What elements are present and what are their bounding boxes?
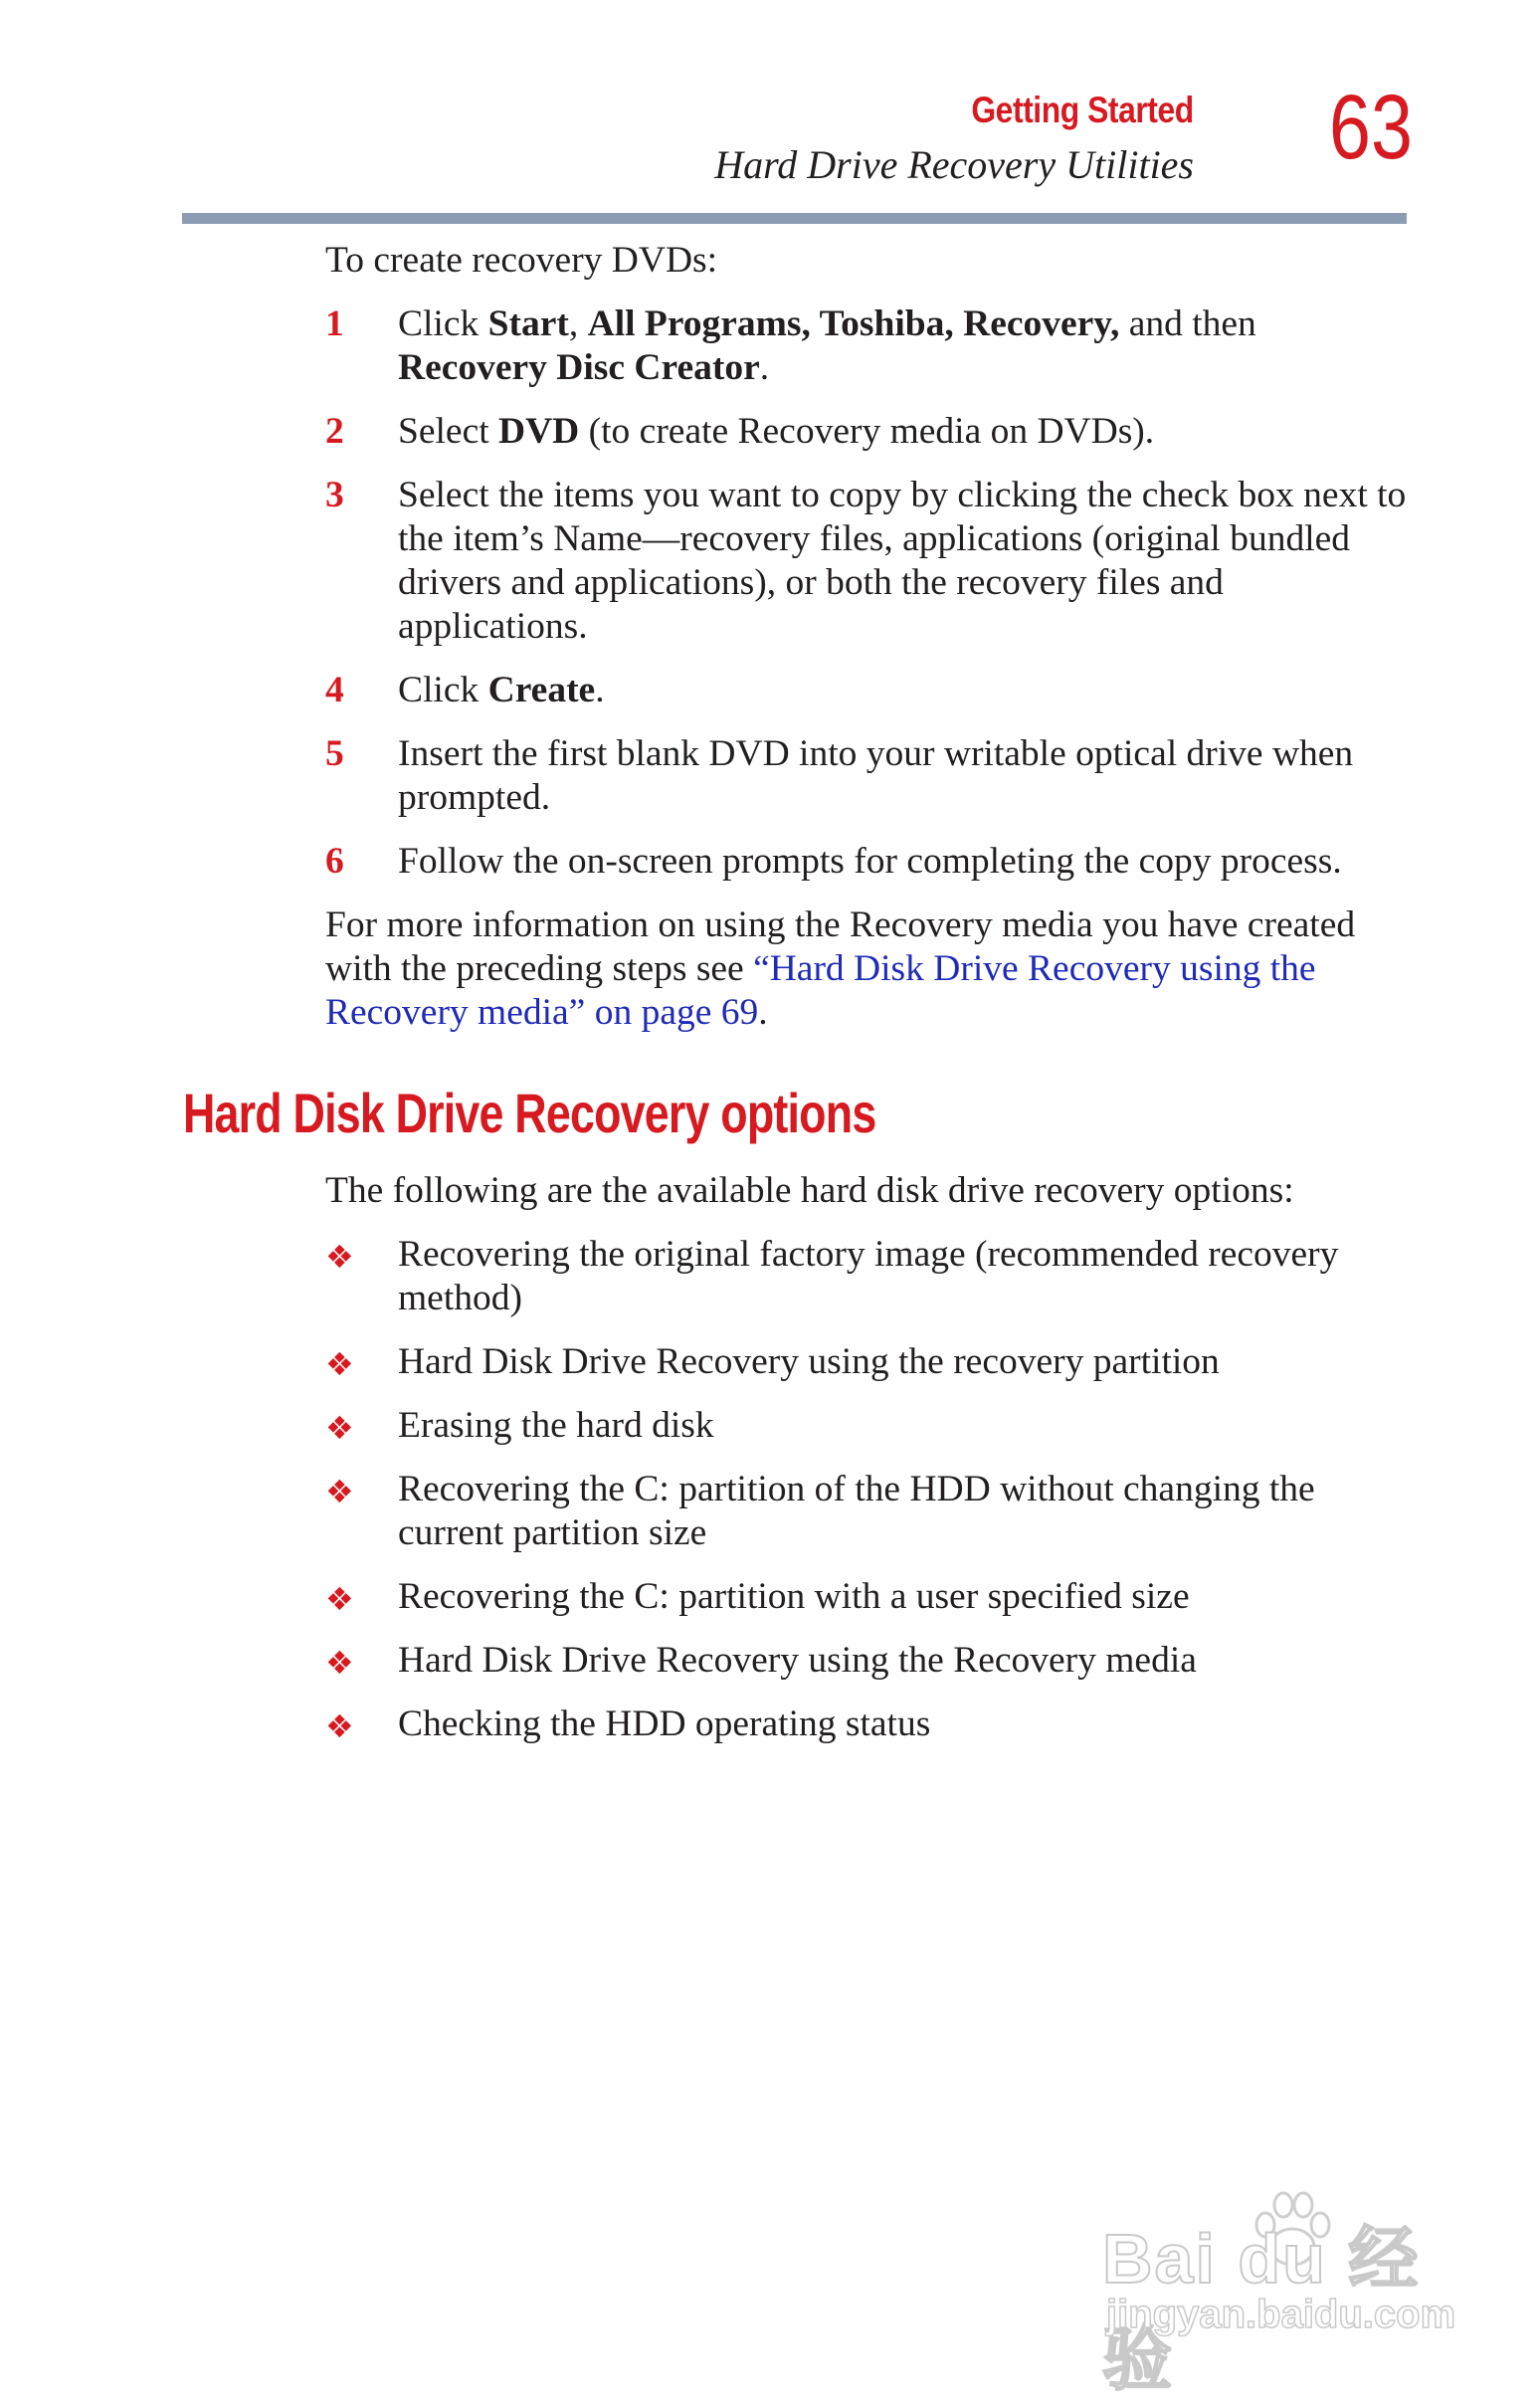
step-text-bold: All Programs, Toshiba, Recovery, (587, 303, 1120, 344)
intro-text: To create recovery DVDs: (325, 240, 718, 281)
more-info-suffix: . (758, 992, 768, 1033)
option-text: Hard Disk Drive Recovery using the recovery partition (398, 1341, 1220, 1382)
option-text: Recovering the C: partition of the HDD without changing the current partition size (398, 1469, 1315, 1553)
step-item (325, 302, 1410, 390)
step-number: 2 (325, 411, 344, 452)
diamond-bullet-icon: ❖ (325, 1644, 354, 1682)
step-text-run: Insert the first blank DVD into your writable optical drive when prompted. (398, 733, 1354, 818)
step-text-run: Select the items you want to copy by clicking the check box next to the item’s Name—recovery files, applications (original bundled drivers and applications), or both the recovery files and applications. (398, 475, 1407, 647)
header-divider (182, 213, 1407, 224)
options-block (325, 1169, 1410, 1766)
option-text: Erasing the hard disk (398, 1405, 714, 1446)
option-item (325, 1404, 1410, 1448)
option-item (325, 1639, 1410, 1683)
step-text-bold: Recovery Disc Creator (398, 347, 760, 388)
option-text: Recovering the original factory image (recommended recovery method) (398, 1234, 1339, 1318)
section-heading: Hard Disk Drive Recovery options (183, 1082, 876, 1144)
watermark-brand: Bai du 经验 (1102, 2220, 1421, 2398)
step-text (398, 670, 605, 710)
step-text (398, 411, 1154, 452)
step-text (398, 733, 1353, 818)
cross-reference-link[interactable]: “Hard Disk Drive Recovery using the Recovery media” on page 69 (325, 948, 1316, 1033)
more-info-prefix: For more information on using the Recovery media you have created with the preceding steps see (325, 904, 1356, 989)
step-text-bold: DVD (498, 411, 580, 452)
step-text-run: (to create Recovery media on DVDs). (579, 411, 1155, 452)
step-number: 5 (325, 733, 344, 774)
step-text (398, 303, 1256, 388)
option-text: Recovering the C: partition with a user specified size (398, 1576, 1190, 1617)
options-intro: The following are the available hard disk drive recovery options: (325, 1170, 1294, 1211)
baidu-watermark (1102, 2185, 1460, 2398)
step-text-run: . (759, 347, 770, 388)
step-text-run: , (568, 303, 588, 344)
step-text-run: Click (398, 670, 488, 710)
step-text (398, 841, 1342, 882)
step-text-run: . (595, 670, 605, 710)
diamond-bullet-icon: ❖ (325, 1238, 354, 1276)
step-number: 3 (325, 475, 344, 515)
page-number: 63 (1329, 77, 1413, 178)
step-text-bold: Create (487, 670, 596, 710)
header-subsection-title: Hard Drive Recovery Utilities (714, 142, 1194, 187)
option-text: Hard Disk Drive Recovery using the Recovery media (398, 1640, 1197, 1681)
option-item (325, 1703, 1410, 1746)
step-item (325, 840, 1410, 884)
step-item (325, 732, 1410, 820)
step-text-run: Select (398, 411, 499, 452)
instructions-block (325, 239, 1410, 1055)
option-item (325, 1575, 1410, 1619)
watermark-url: jingyan.baidu.com (1106, 2293, 1456, 2336)
option-item (325, 1340, 1410, 1384)
step-text-run: Click (398, 303, 488, 344)
step-text-run: and then (1119, 303, 1256, 344)
step-text-run: Follow the on-screen prompts for completing the copy process. (398, 841, 1342, 882)
option-item (325, 1233, 1410, 1320)
step-number: 4 (325, 670, 344, 710)
step-number: 6 (325, 841, 344, 882)
diamond-bullet-icon: ❖ (325, 1707, 354, 1745)
option-item (325, 1468, 1410, 1555)
diamond-bullet-icon: ❖ (325, 1409, 354, 1447)
diamond-bullet-icon: ❖ (325, 1580, 354, 1618)
more-info-paragraph (325, 903, 1410, 1035)
step-item (325, 669, 1410, 712)
step-item (325, 474, 1410, 649)
step-number: 1 (325, 303, 344, 344)
steps-list (325, 302, 1410, 884)
step-text (398, 475, 1406, 647)
options-list (325, 1233, 1410, 1746)
header-section-title: Getting Started (971, 90, 1194, 130)
step-item (325, 410, 1410, 454)
option-text: Checking the HDD operating status (398, 1703, 931, 1744)
diamond-bullet-icon: ❖ (325, 1473, 354, 1510)
diamond-bullet-icon: ❖ (325, 1345, 354, 1383)
step-text-bold: Start (487, 303, 569, 344)
